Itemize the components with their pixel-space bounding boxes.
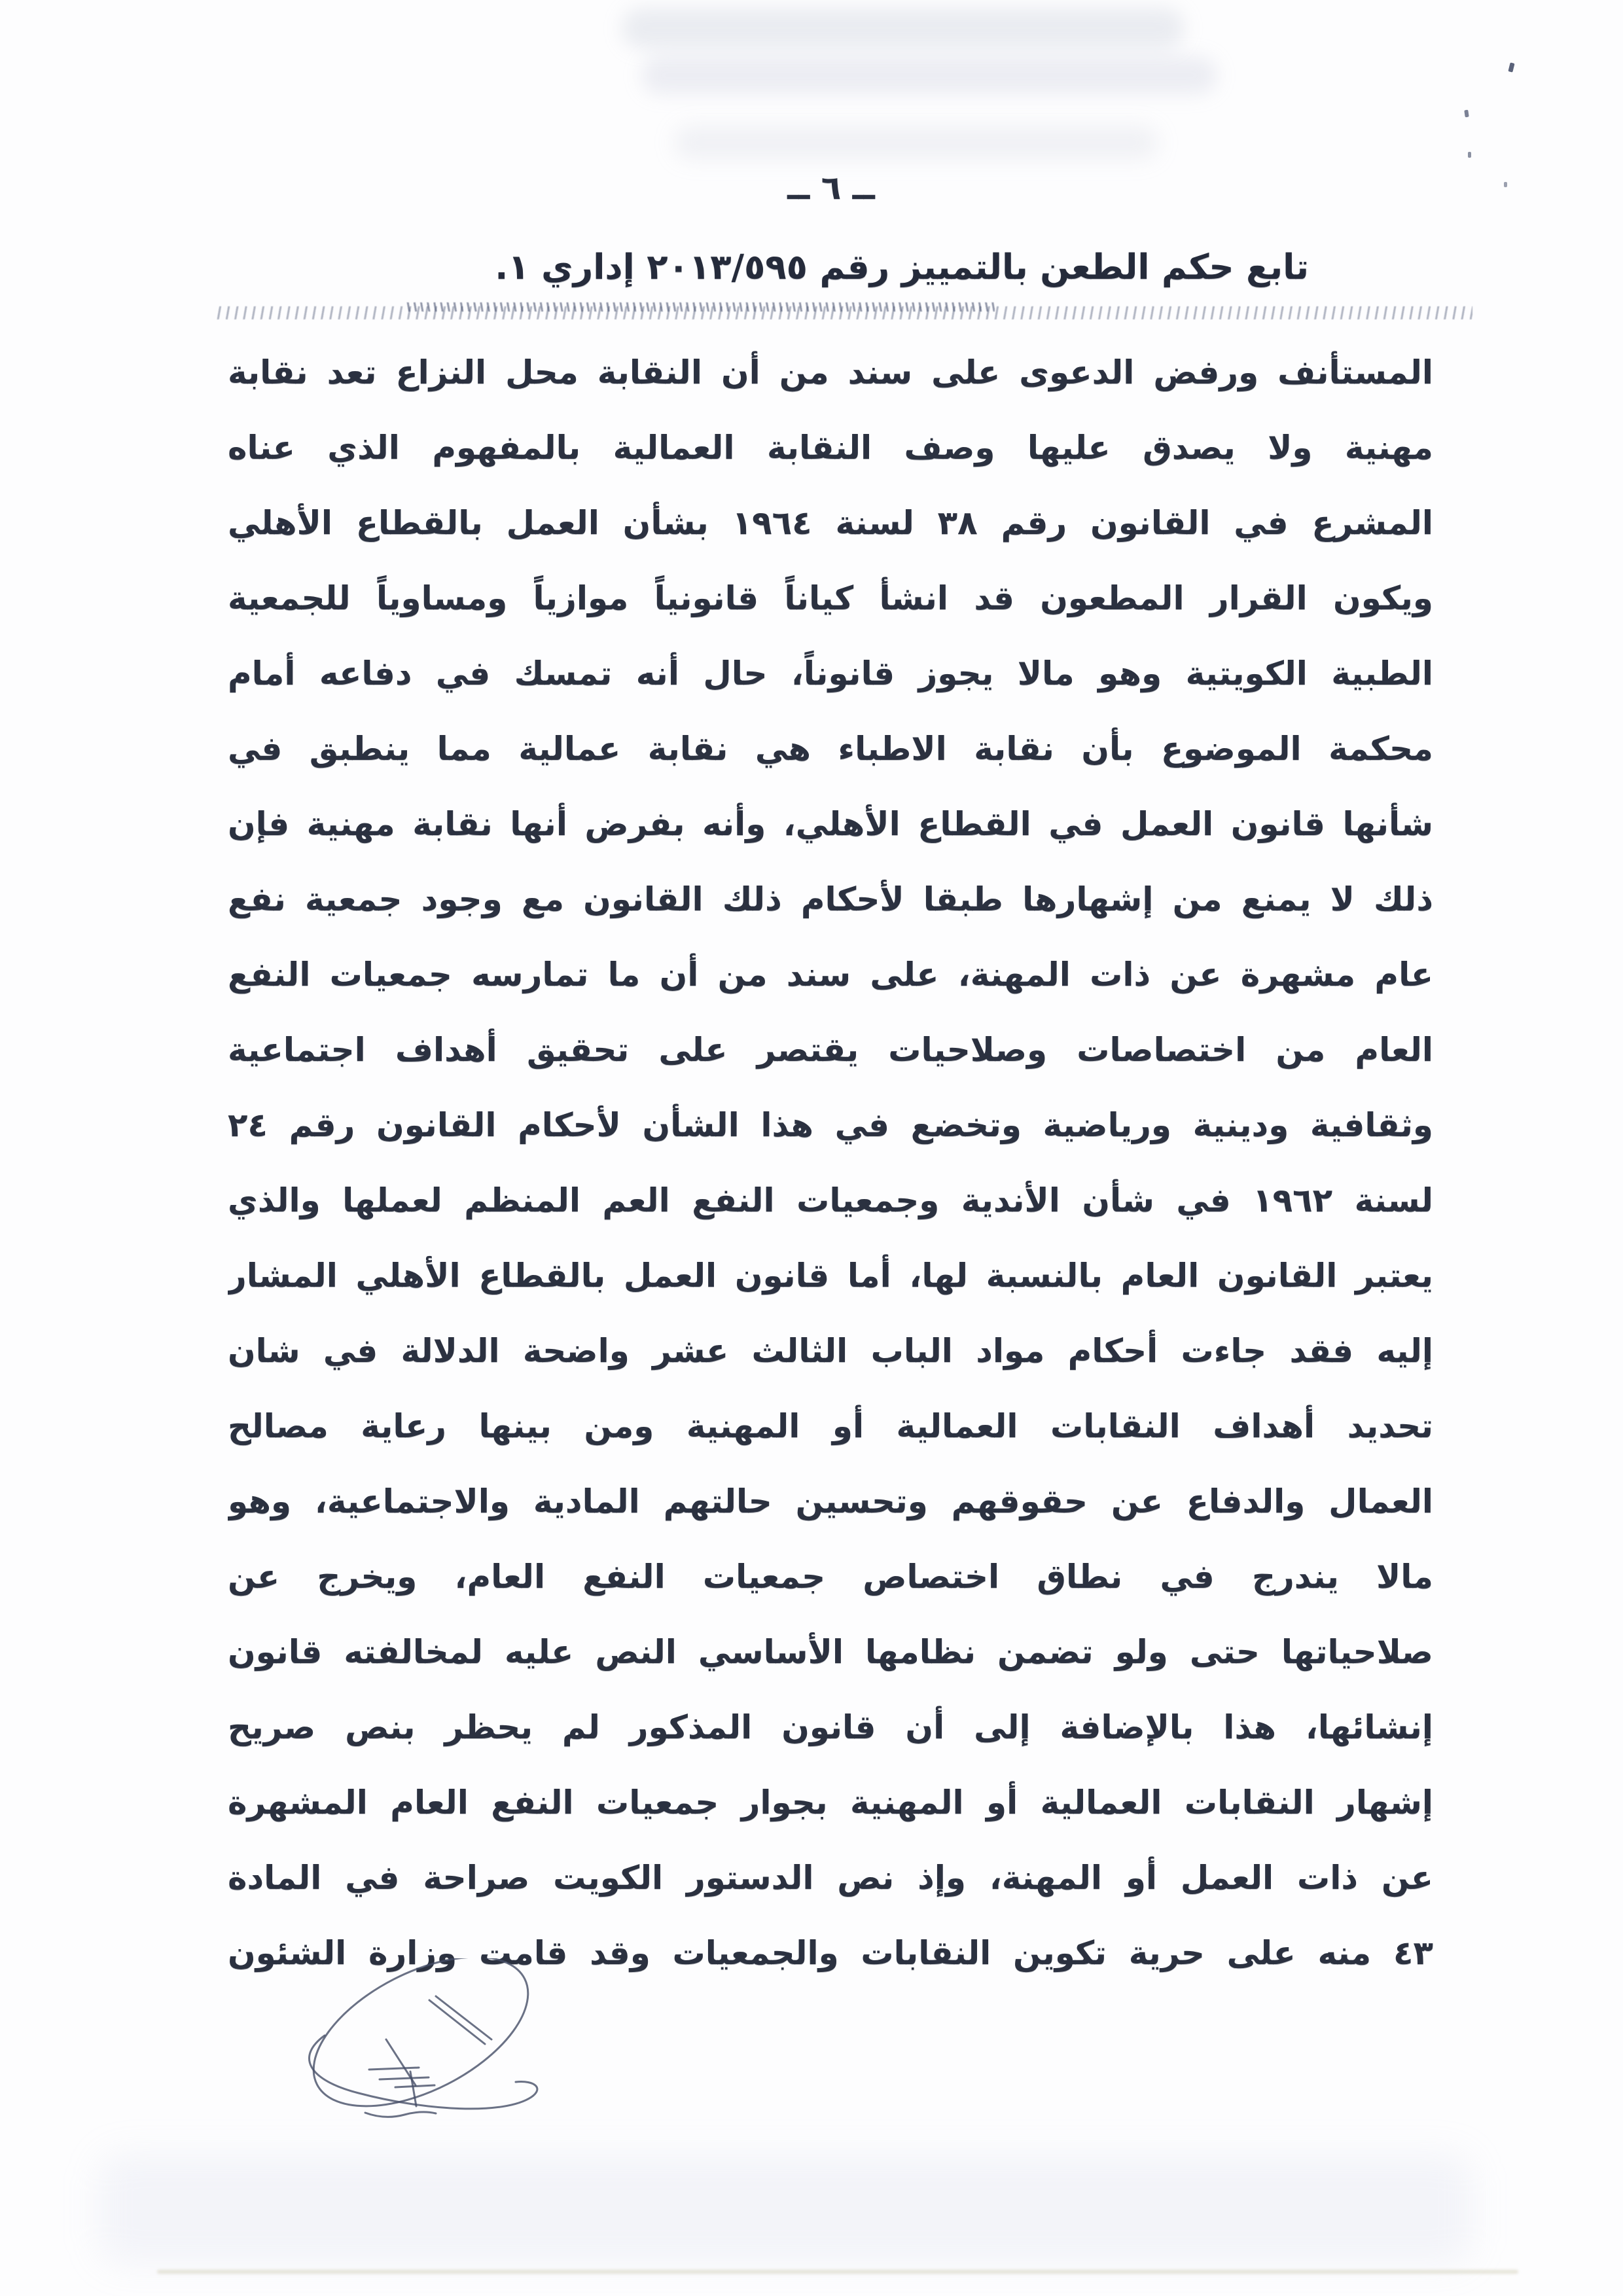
body-line: محكمة الموضوع بأن نقابة الاطباء هي نقابة عمالية مما ينطبق في (228, 730, 1433, 768)
scan-noise-band (98, 2153, 1472, 2265)
body-line: عن ذات العمل أو المهنة، وإذ نص الدستور الكويت صراحة في المادة (228, 1859, 1433, 1897)
scan-noise-band (641, 56, 1217, 94)
body-line: شأنها قانون العمل في القطاع الأهلي، وأنه بفرض أنها نقابة مهنية فإن (228, 805, 1433, 843)
body-line: ٤٣ منه على حرية تكوين النقابات والجمعيات وقد قامت وزارة الشئون (228, 1934, 1433, 1972)
body-line: يعتبر القانون العام بالنسبة لها، أما قانون العمل بالقطاع الأهلي المشار (228, 1257, 1433, 1295)
body-line: إليه فقد جاءت أحكام مواد الباب الثالث عشر واضحة الدلالة في شان (228, 1332, 1433, 1370)
body-line: وثقافية ودينية ورياضية وتخضع في هذا الشأن لأحكام القانون رقم ٢٤ (228, 1106, 1433, 1144)
body-line: صلاحياتها حتى ولو تضمن نظامها الأساسي النص عليه لمخالفته قانون (228, 1633, 1433, 1671)
document-header: تابع حكم الطعن بالتمييز رقم ٢٠١٣/٥٩٥ إداري ١. (495, 247, 1309, 287)
body-line: مالا يندرج في نطاق اختصاص جمعيات النفع العام، ويخرج عن (228, 1558, 1433, 1596)
judgment-body-text (228, 335, 1433, 1991)
body-line: ذلك لا يمنع من إشهارها طبقا لأحكام ذلك القانون مع وجود جمعية نفع (228, 880, 1433, 918)
body-line: الطبية الكويتية وهو مالا يجوز قانوناً، حال أنه تمسك في دفاعه أمام (228, 655, 1433, 692)
scan-noise-band (622, 8, 1185, 48)
body-line: لسنة ١٩٦٢ في شأن الأندية وجمعيات النفع العم المنظم لعملها والذي (228, 1181, 1433, 1219)
page-number: ــ ٦ ــ (787, 169, 875, 207)
dashed-separator (406, 302, 995, 312)
body-line: تحديد أهداف النقابات العمالية أو المهنية ومن بينها رعاية مصالح (228, 1407, 1433, 1445)
ink-speck (1464, 110, 1469, 118)
body-line: المشرع في القانون رقم ٣٨ لسنة ١٩٦٤ بشأن العمل بالقطاع الأهلي (228, 504, 1433, 542)
ink-speck (1508, 62, 1514, 72)
body-line: العام من اختصاصات وصلاحيات يقتصر على تحقيق أهداف اجتماعية (228, 1031, 1433, 1069)
body-line: إنشائها، هذا بالإضافة إلى أن قانون المذكور لم يحظر بنص صريح (228, 1708, 1433, 1746)
body-line: عام مشهرة عن ذات المهنة، على سند من أن ما تمارسه جمعيات النفع (228, 956, 1433, 994)
scan-noise-band (674, 126, 1158, 160)
body-line: إشهار النقابات العمالية أو المهنية بجوار جمعيات النفع العام المشهرة (228, 1784, 1433, 1821)
body-line: ويكون القرار المطعون قد انشأ كياناً قانونياً موازياً ومساوياً للجمعية (228, 579, 1433, 617)
scan-noise-band (157, 2270, 1518, 2274)
ink-speck (1468, 152, 1471, 158)
body-line: العمال والدفاع عن حقوقهم وتحسين حالتهم المادية والاجتماعية، وهو (228, 1482, 1433, 1520)
body-line: المستأنف ورفض الدعوى على سند من أن النقابة محل النزاع تعد نقابة (228, 353, 1433, 391)
body-line: مهنية ولا يصدق عليها وصف النقابة العمالية بالمفهوم الذي عناه (228, 429, 1433, 467)
